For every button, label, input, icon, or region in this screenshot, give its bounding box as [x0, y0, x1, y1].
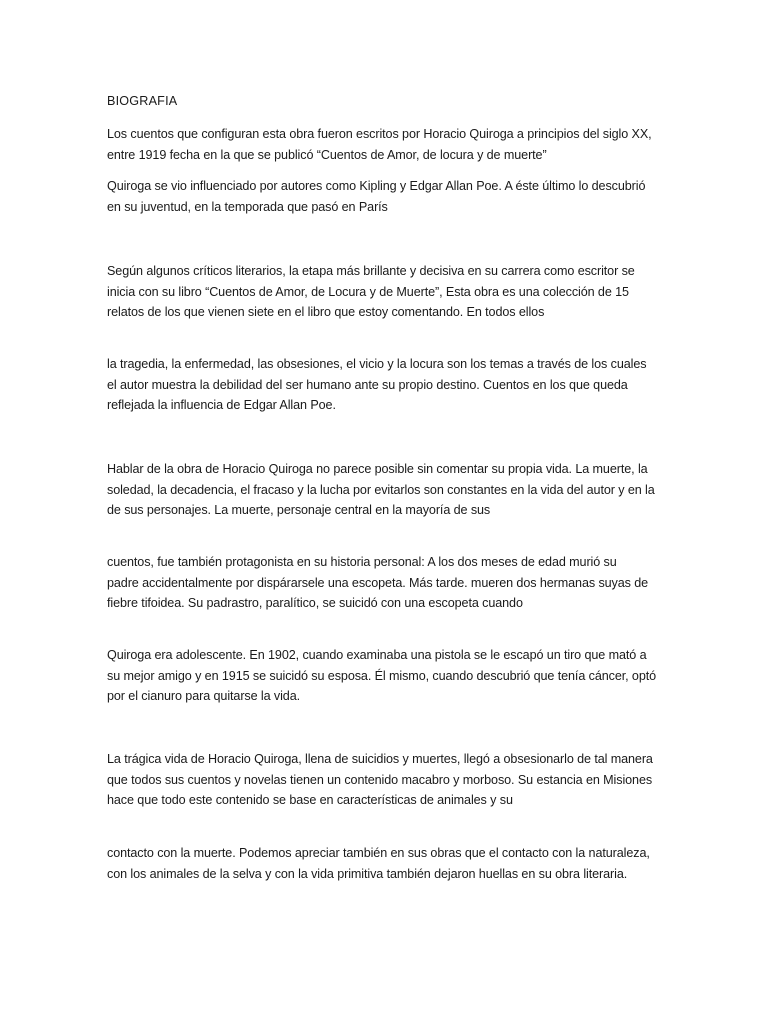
document-title-text: BIOGRAFIA	[107, 94, 178, 108]
paragraph-line: el autor muestra la debilidad del ser humano ante su propio destino. Cuentos en los que queda	[107, 377, 628, 392]
paragraph-line: de sus personajes. La muerte, personaje central en la mayoría de sus	[107, 503, 491, 517]
paragraph-8	[107, 749, 697, 811]
paragraph-line: hace que todo este contenido se base en características de animales y su	[107, 793, 513, 807]
paragraph-1	[107, 124, 697, 165]
paragraph-line: Quiroga se vio influenciado por autores como Kipling y Edgar Allan Poe. A éste último lo descubrió	[107, 179, 646, 193]
paragraph-line: entre 1919 fecha en la que se publicó “Cuentos de Amor, de locura y de muerte”	[107, 147, 547, 162]
paragraph-line: por el cianuro para quitarse la vida.	[107, 689, 301, 703]
paragraph-line: La trágica vida de Horacio Quiroga, llena de suicidios y muertes, llegó a obsesionarlo de tal manera	[107, 752, 653, 766]
paragraph-line: cuentos, fue también protagonista en su historia personal: A los dos meses de edad murió su	[107, 555, 617, 569]
paragraph-line: Hablar de la obra de Horacio Quiroga no parece posible sin comentar su propia vida. La muerte, la	[107, 462, 648, 476]
paragraph-line: fiebre tifoidea. Su padrastro, paralítico, se suicidó con una escopeta cuando	[107, 596, 523, 610]
paragraph-line: su mejor amigo y en 1915 se suicidó su esposa. Él mismo, cuando descubrió que tenía cáncer, optó	[107, 668, 657, 683]
paragraph-line: soledad, la decadencia, el fracaso y la lucha por evitarlos son constantes en la vida del autor y en la	[107, 482, 655, 497]
paragraph-7	[107, 645, 697, 707]
paragraph-line: reflejada la influencia de Edgar Allan Poe.	[107, 398, 336, 412]
paragraph-3	[107, 261, 697, 323]
paragraph-line: padre accidentalmente por dispárarsele una escopeta. Más tarde. mueren dos hermanas suyas de	[107, 575, 649, 590]
paragraph-6	[107, 552, 697, 614]
paragraph-5	[107, 459, 697, 521]
paragraph-9	[107, 843, 697, 884]
paragraph-line: Según algunos críticos literarios, la etapa más brillante y decisiva en su carrera como escritor se	[107, 264, 635, 278]
paragraph-line: Los cuentos que configuran esta obra fueron escritos por Horacio Quiroga a principios del siglo XX,	[107, 127, 652, 141]
paragraph-2	[107, 176, 697, 217]
paragraph-line: relatos de los que vienen siete en el libro que estoy comentando. En todos ellos	[107, 305, 545, 319]
paragraph-line: Quiroga era adolescente. En 1902, cuando examinaba una pistola se le escapó un tiro que mató a	[107, 648, 647, 662]
paragraph-line: que todos sus cuentos y novelas tienen un contenido macabro y morboso. Su estancia en Misiones	[107, 772, 653, 787]
paragraph-line: contacto con la muerte. Podemos apreciar también en sus obras que el contacto con la naturaleza,	[107, 846, 650, 860]
paragraph-line: la tragedia, la enfermedad, las obsesiones, el vicio y la locura son los temas a través de los cuales	[107, 357, 647, 371]
paragraph-line: inicia con su libro “Cuentos de Amor, de Locura y de Muerte”, Esta obra es una colección de 15	[107, 284, 629, 299]
paragraph-4	[107, 354, 697, 416]
paragraph-line: en su juventud, en la temporada que pasó en París	[107, 199, 388, 214]
document-title	[107, 91, 697, 112]
paragraph-line: con los animales de la selva y con la vida primitiva también dejaron huellas en su obra literaria.	[107, 866, 628, 881]
